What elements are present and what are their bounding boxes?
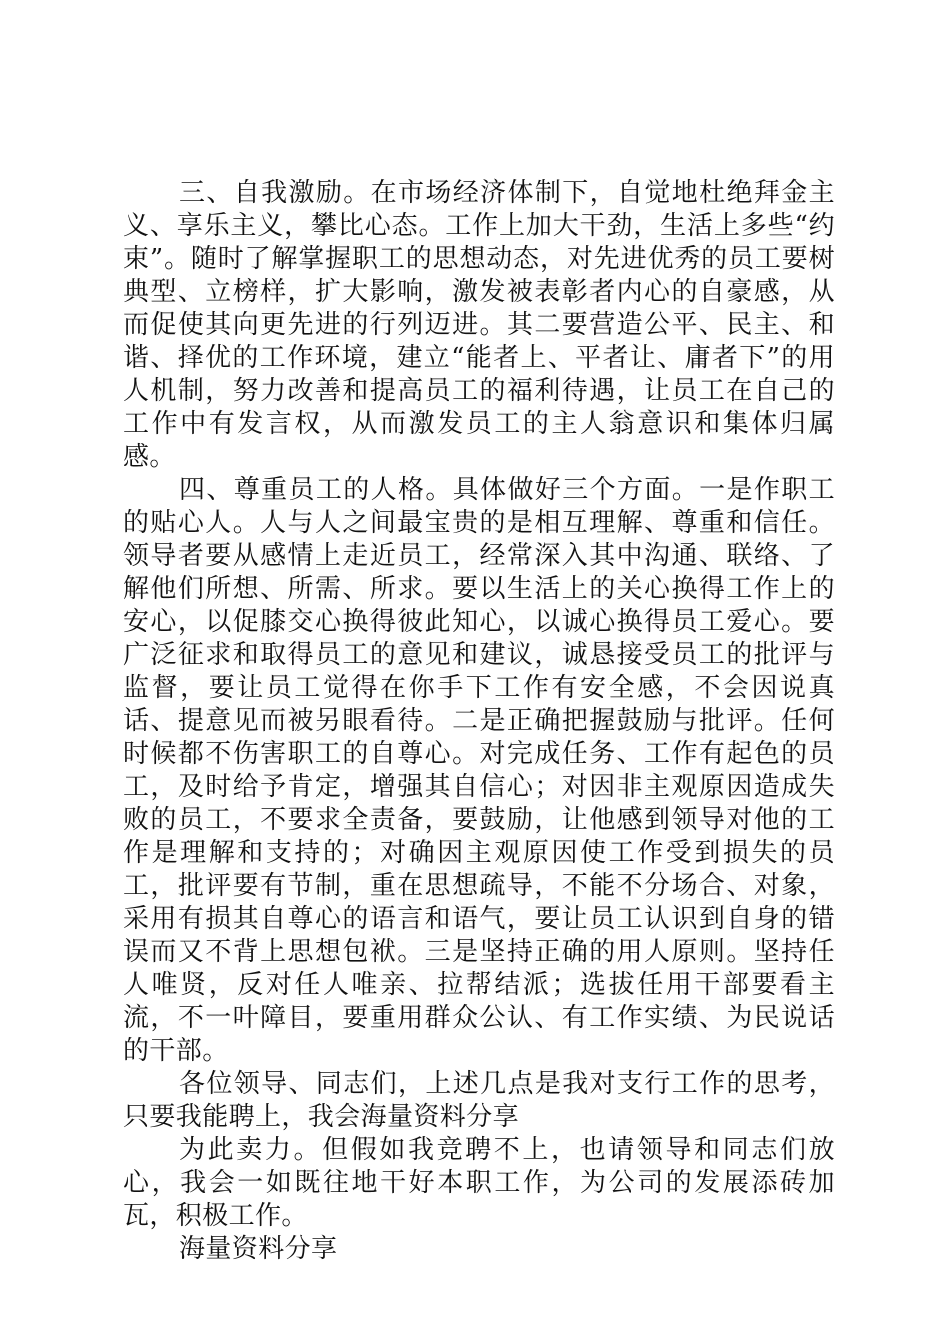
paragraph-footer-note: 海量资料分享	[179, 1234, 338, 1264]
document-body	[123, 177, 835, 1266]
paragraph-respect-employees: 四、尊重员工的人格。具体做好三个方面。一是作职工的贴心人。人与人之间最宝贵的是相互理解、尊重和信任。领导者要从感情上走近员工，经常深入其中沟通、联络、了解他们所想、所需、所求。要以生活上的关心换得工作上的安心，以促膝交心换得彼此知心，以诚心换得员工爱心。要广泛征求和取得员工的意见和建议，诚恳接受员工的批评与监督，要让员工觉得在你手下工作有安全感，不会因说真话、提意见而被另眼看待。二是正确把握鼓励与批评。任何时候都不伤害职工的自尊心。对完成任务、工作有起色的员工，及时给予肯定，增强其自信心；对因非主观原因造成失败的员工，不要求全责备，要鼓励，让他感到领导对他的工作是理解和支持的；对确因主观原因使工作受到损失的员工，批评要有节制，重在思想疏导，不能不分场合、对象，采用有损其自尊心的语言和语气，要让员工认识到自身的错误而又不背上思想包袱。三是坚持正确的用人原则。坚持任人唯贤，反对任人唯亲、拉帮结派；选拔任用干部要看主流，不一叶障目，要重用群众公认、有工作实绩、为民说话的干部。	[123, 475, 835, 1066]
paragraph-self-motivation: 三、自我激励。在市场经济体制下，自觉地杜绝拜金主义、享乐主义，攀比心态。工作上加大干劲，生活上多些“约束”。随时了解掌握职工的思想动态，对先进优秀的员工要树典型、立榜样，扩大影响，激发被表彰者内心的自豪感，从而促使其向更先进的行列迈进。其二要营造公平、民主、和谐、择优的工作环境，建立“能者上、平者让、庸者下”的用人机制，努力改善和提高员工的福利待遇，让员工在自己的工作中有发言权，从而激发员工的主人翁意识和集体归属感。	[123, 178, 835, 472]
paragraph-commitment: 为此卖力。但假如我竞聘不上，也请领导和同志们放心，我会一如既往地干好本职工作，为公司的发展添砖加瓦，积极工作。	[123, 1135, 835, 1231]
paragraph-closing-remarks: 各位领导、同志们，上述几点是我对支行工作的思考，只要我能聘上，我会海量资料分享	[123, 1069, 835, 1132]
